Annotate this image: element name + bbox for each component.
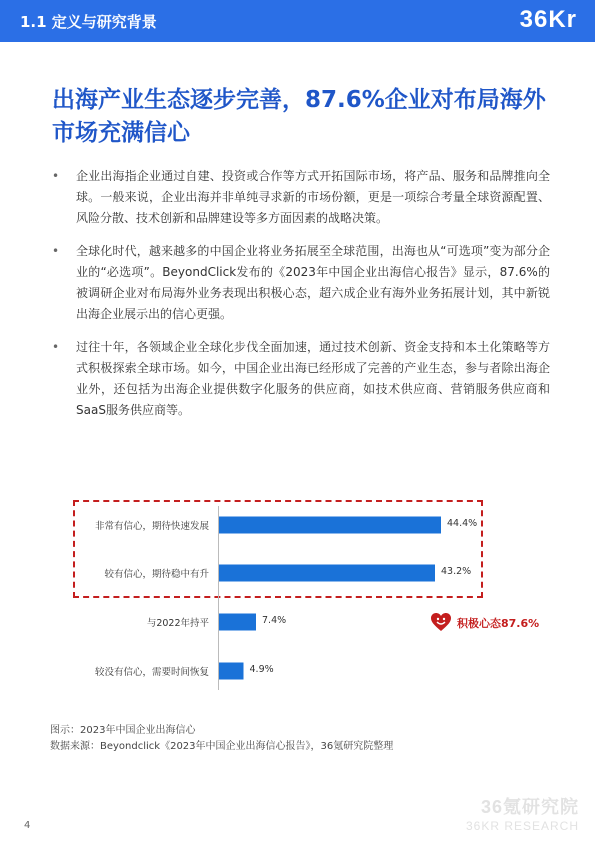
category-label: 较有信心，期待稳中有升 <box>104 569 209 580</box>
caption-source: 数据来源：Beyondclick《2023年中国企业出海信心报告》，36氪研究院整理 <box>50 741 394 752</box>
header-bar <box>0 0 595 42</box>
brand-logo: 36Kr <box>519 6 577 33</box>
category-label: 较没有信心，需要时间恢复 <box>94 667 209 678</box>
bullet-text: 全球化时代，越来越多的中国企业将业务拓展至全球范围，出海也从“可选项”变为部分企业的“必选项”。BeyondClick发布的《2023年中国企业出海信心报告》显示，87.6%的被调研企业对布局海外业务表现出积极心态，超六成企业有海外业务拓展计划，其中新锐出海企业展示出的信心更强。 <box>76 244 550 321</box>
bullet-item <box>50 337 550 421</box>
callout-text: 积极心态87.6% <box>457 617 540 630</box>
chart-axis-line <box>218 506 219 690</box>
data-label: 7.4% <box>262 615 287 626</box>
caption-figure: 图示：2023年中国企业出海信心 <box>50 725 196 736</box>
bar <box>219 614 256 631</box>
bar <box>219 663 244 680</box>
data-label: 44.4% <box>447 518 478 529</box>
bullet-dot-icon: • <box>52 244 60 258</box>
section-title: 1.1 定义与研究背景 <box>20 13 157 31</box>
figure-caption <box>50 723 393 755</box>
heart-smile-icon <box>430 612 452 632</box>
bullet-dot-icon: • <box>52 340 60 354</box>
watermark-cn: 36氪研究院 <box>480 797 579 817</box>
page-number: 4 <box>24 820 31 831</box>
category-label: 非常有信心，期待快速发展 <box>94 521 209 532</box>
bullet-text: 过往十年，各领域企业全球化步伐全面加速，通过技术创新、资金支持和本土化策略等方式积极探索全球市场。如今，中国企业出海已经形成了完善的产业生态，参与者除出海企业外，还包括为出海企业提供数字化服务的供应商，如技术供应商、营销服务供应商和SaaS服务供应商等。 <box>76 340 550 417</box>
data-label: 4.9% <box>249 664 274 675</box>
bullet-text: 企业出海指企业通过自建、投资或合作等方式开拓国际市场，将产品、服务和品牌推向全球。一般来说，企业出海并非单纯寻求新的市场份额，更是一项综合考量全球资源配置、风险分散、技术创新和品牌建设等多方面因素的战略决策。 <box>76 169 550 225</box>
bar <box>219 565 435 582</box>
bullet-item <box>50 166 550 229</box>
bullet-item <box>50 241 550 325</box>
highlight-dashed-box <box>73 500 483 598</box>
bullet-list <box>50 166 550 433</box>
bullet-dot-icon: • <box>52 169 60 183</box>
page-title: 出海产业生态逐步完善，87.6%企业对布局海外市场充满信心 <box>52 87 546 146</box>
watermark-logo <box>466 793 579 833</box>
category-label: 与2022年持平 <box>146 618 209 629</box>
data-label: 43.2% <box>441 566 472 577</box>
watermark-en: 36KR RESEARCH <box>465 819 579 833</box>
bar <box>219 517 441 534</box>
